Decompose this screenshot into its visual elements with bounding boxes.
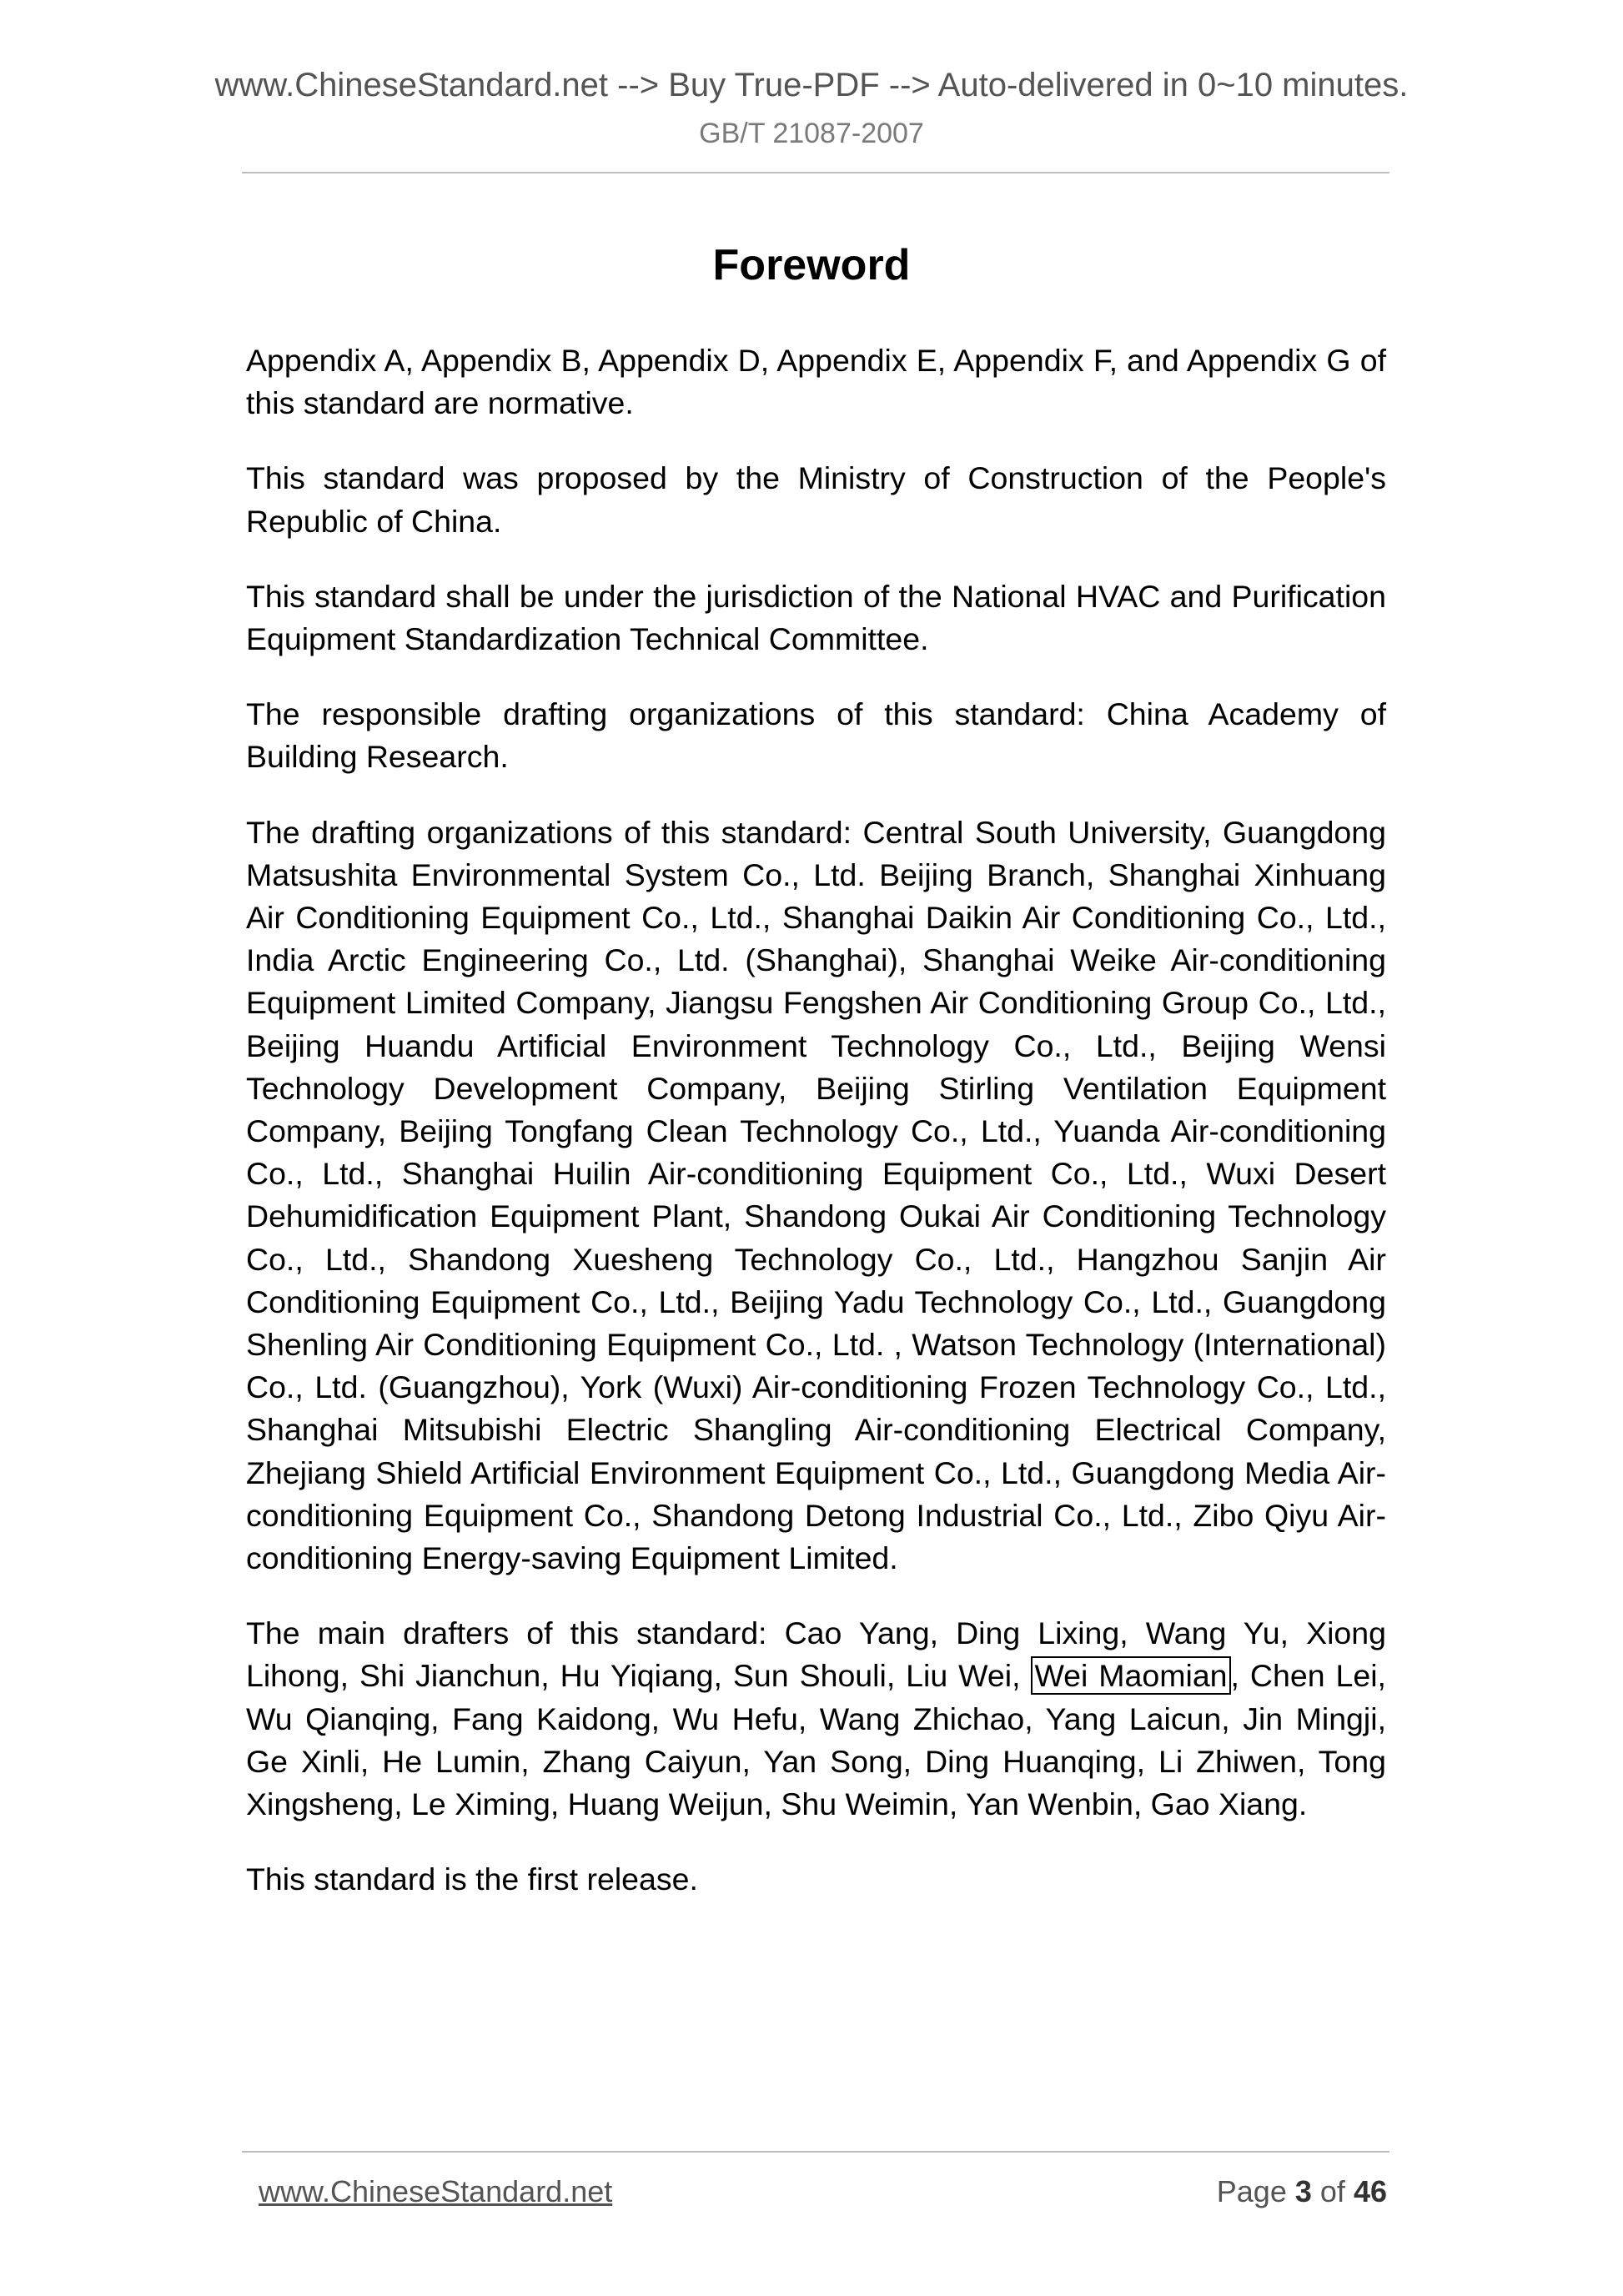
- drafters-text-before: The main drafters of this standard: Cao Yang, Ding Lixing, Wang Yu, Xiong Lihong, Shi Jianchun, Hu Yiqiang, Sun Shouli, Liu Wei,: [246, 1615, 1386, 1694]
- footer-website-link[interactable]: www.ChineseStandard.net: [259, 2174, 613, 2208]
- document-body: [246, 339, 1386, 1934]
- drafters-text-after: , Chen Lei, Wu Qianqing, Fang Kaidong, Wu Hefu, Wang Zhichao, Yang Laicun, Jin Mingji, Ge Xinli, He Lumin, Zhang Caiyun, Yan Song, Ding Huanqing, Li Zhiwen, Tong Xingsheng, Le Ximing, Huang Weijun, Shu Weimin, Yan Wenbin, Gao Xiang.: [246, 1658, 1386, 1822]
- paragraph-responsible-org: The responsible drafting organizations of this standard: China Academy of Building Research.: [246, 696, 1386, 775]
- paragraph-jurisdiction: This standard shall be under the jurisdiction of the National HVAC and Purification Equipment Standardization Technical Committee.: [246, 578, 1386, 657]
- paragraph-drafting-orgs: The drafting organizations of this standard: Central South University, Guangdong Matsushita Environmental System Co., Ltd. Beijing Branch, Shanghai Xinhuang Air Conditioning Equipment Co., Ltd., Shanghai Daikin Air Conditioning Co., Ltd., India Arctic Engineering Co., Ltd. (Shanghai), Shanghai Weike Air-conditioning Equipment Limited Company, Jiangsu Fengshen Air Conditioning Group Co., Ltd., Beijing Huandu Artificial Environment Technology Co., Ltd., Beijing Wensi Technology Development Company, Beijing Stirling Ventilation Equipment Company, Beijing Tongfang Clean Technology Co., Ltd., Yuanda Air-conditioning Co., Ltd., Shanghai Huilin Air-conditioning Equipment Co., Ltd., Wuxi Desert Dehumidification Equipment Plant, Shandong Oukai Air Conditioning Technology Co., Ltd., Shandong Xuesheng Technology Co., Ltd., Hangzhou Sanjin Air Conditioning Equipment Co., Ltd., Beijing Yadu Technology Co., Ltd., Guangdong Shenling Air Conditioning Equipment Co., Ltd. , Watson Technology (International) Co., Ltd. (Guangzhou), York (Wuxi) Air-conditioning Frozen Technology Co., Ltd., Shanghai Mitsubishi Electric Shangling Air-conditioning Electrical Company, Zhejiang Shield Artificial Environment Equipment Co., Ltd., Guangdong Media Air-conditioning Equipment Co., Shandong Detong Industrial Co., Ltd., Zibo Qiyu Air-conditioning Energy-saving Equipment Limited.: [246, 814, 1386, 1576]
- paragraph-closing: This standard is the first release.: [246, 1861, 698, 1897]
- standard-code: GB/T 21087-2007: [699, 118, 924, 149]
- page-label: Page: [1216, 2174, 1287, 2208]
- page-of: of: [1319, 2174, 1345, 2208]
- paragraph-drafters: [246, 1612, 1386, 1826]
- footer-divider: [242, 2151, 1389, 2153]
- highlighted-name: Wei Maomian: [1031, 1656, 1230, 1695]
- header-divider: [242, 172, 1389, 173]
- page-number: [1217, 2173, 1387, 2210]
- paragraph-proposed-by: This standard was proposed by the Ministry of Construction of the People's Republic of China.: [246, 460, 1386, 539]
- page-total: 46: [1353, 2174, 1387, 2208]
- page-current: 3: [1294, 2174, 1312, 2208]
- page-title: Foreword: [712, 241, 911, 289]
- paragraph-appendices: Appendix A, Appendix B, Appendix D, Appendix E, Appendix F, and Appendix G of this standard are normative.: [246, 343, 1386, 421]
- header-banner[interactable]: www.ChineseStandard.net --> Buy True-PDF --> Auto-delivered in 0~10 minutes.: [214, 67, 1409, 103]
